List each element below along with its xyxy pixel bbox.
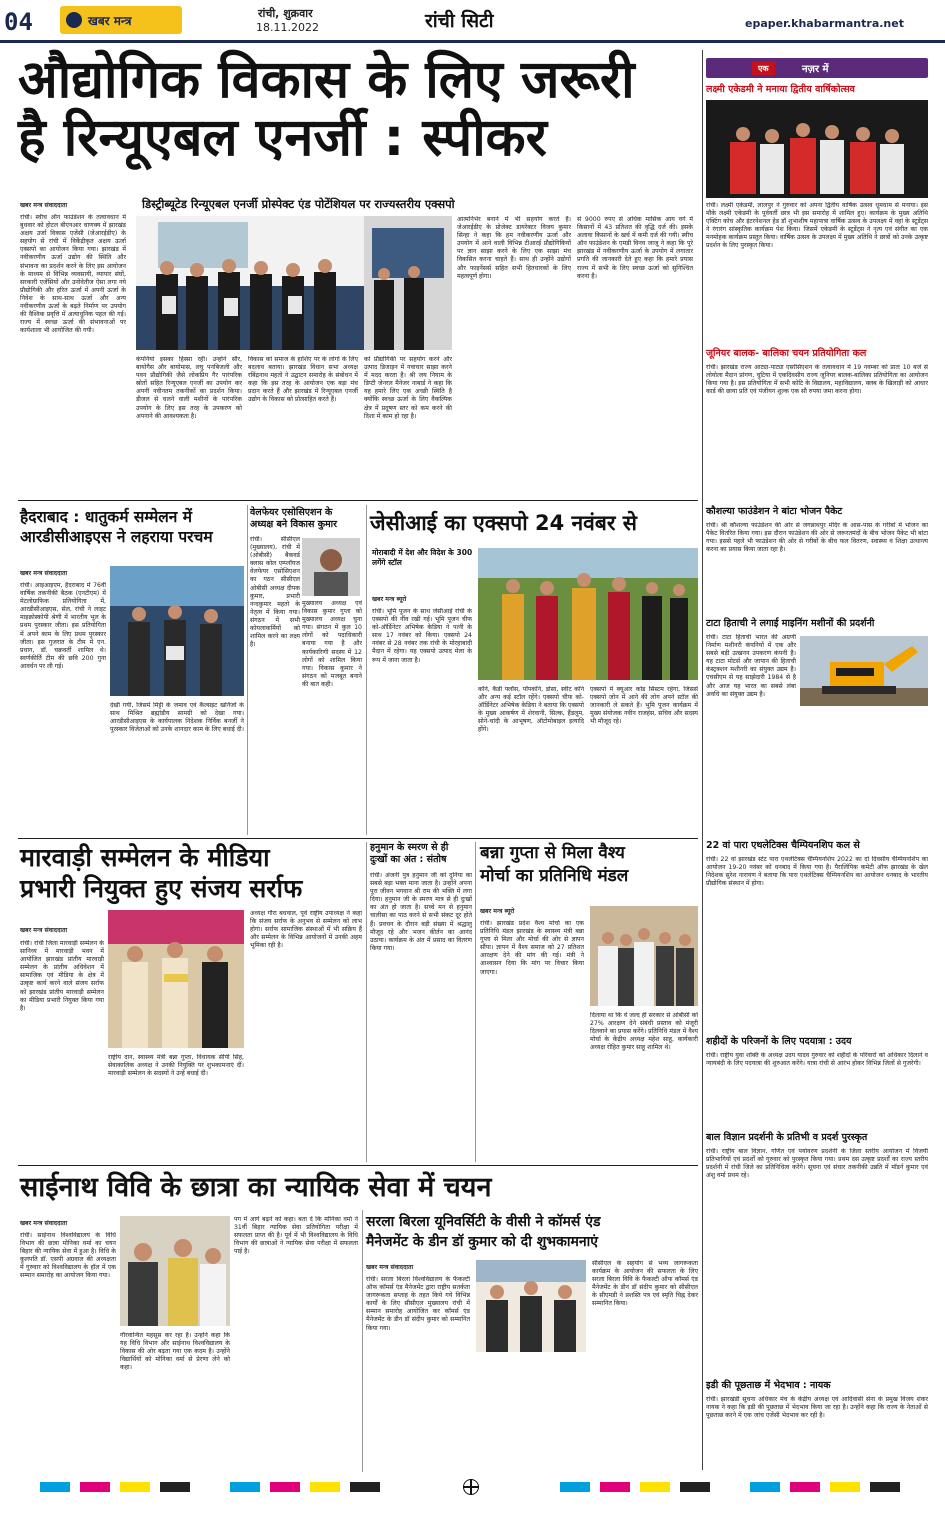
footer-print-strip [0, 1478, 945, 1496]
lead-headline-line2: है रिन्यूएबल एनर्जी : स्पीकर [18, 108, 547, 168]
nazar-story5-title: 22 वां पारा एथलेटिक्स चैम्पियनशिप कल से [706, 840, 860, 851]
dateline-date: 18.11.2022 [256, 21, 319, 34]
lead-col4: को प्रौद्योगिकी पर सहयोग करने और उत्पाद डिजाइन में नवाचार साझा करने में मदद करता है। श्री जय नियाम के डिप्टी जेनरल मैनेजर नाबार्ड ने कहा कि यह हमारे लिए एक अच्छी स्थिति है क्योंकि स्वच्छ ऊर्जा के लिए वैकल्पिक क्षेत्र में प्रदूषण स्तर को कम करने की दिशा में काम हो रहा है। [364, 356, 452, 420]
masthead [0, 0, 945, 44]
section-name: रांची सिटी [425, 10, 494, 32]
marwari-photo [108, 910, 244, 1048]
hyderabad-headline-line2: आरडीसीआइएस ने लहराया परचम [20, 528, 213, 546]
velfare-col2: मुख्यालय अध्यक्ष एवं विकास कुमार गुप्ता को मुख्यालय अध्यक्ष चुना गया। संगठन में कुल 10 लोगों को पदाधिकारी बनाया गया है और कार्यकारिणी सदस्य में 12 लोगों को शामिल किया गया। विकास कुमार ने संगठन को मजबूत बनाने की बात कही। [302, 600, 362, 688]
banna-headline-line2: मोर्चा का प्रतिनिधि मंडल [480, 866, 629, 886]
jcci-col1: रांची। भूमि पूजन के साथ जेसीआई रांची के एक्सपो की नींव रखी गई। भूमि पूजन चीफ को-ऑर्डिनेटर अभिषेक केडिया ने पत्नी के साथ 17 नवंबर को किया। एक्सपो 24 नवंबर से 28 नवंबर तक रांची के मोरहाबादी मैदान में रहेगा। यह एक्सपो उत्पाद मेला के रूप में जाना जाता है। [372, 608, 472, 664]
banna-byline: खबर मन्त्र ब्यूरो [480, 908, 515, 915]
hanuman-col1: रांची। अंजनी पुत्र हनुमान जी को दुनिया का सबसे बड़ा भक्त माना जाता है। उन्होंने अपना पूरा जीवन भगवान श्री राम की भक्ति में लगा दिया। हनुमान जी के स्मरण मात्र से ही दुःखों का अंत हो जाता है। सच्चे मन से हनुमान चालीसा का पाठ करने से सभी संकट दूर होते हैं। प्रवचन के दौरान बड़ी संख्या में श्रद्धालु मौजूद रहे और भजन कीर्तन का आनंद उठाया। कार्यक्रम के अंत में प्रसाद का वितरण किया गया। [370, 872, 472, 952]
sarla-photo [476, 1260, 586, 1352]
divider-right-column [702, 50, 703, 1470]
jcci-byline: खबर मन्त्र ब्यूरो [372, 596, 407, 603]
lead-col5: आत्मनिर्भर बनाने में भी सहयोग करते हैं। जेआरईडीए के प्रोजेक्ट डायरेक्टर विजय कुमार सिन्हा ने कहा कि हम नवीकरणीय ऊर्जा और उपयोग में आने वाली विभिन्न टीआरई प्रौद्योगिकियों पर ज्ञान साझा करने के लिए एक साझा मंच विकसित करना चाहते हैं। साथ ही उन्होंने उद्योगों और फाइनेंसर्स सहित सभी हितधारकों के लिए महत्वपूर्ण होगा। [457, 216, 571, 280]
lead-photo [136, 216, 364, 350]
portrait-photo [302, 538, 360, 596]
divider-v3 [366, 842, 367, 1162]
lead-col6: से 9000 रुपए से अधिक मासिक आय वर्ग में किसानों में 43 प्रतिशत की वृद्धि दर्ज की। इसके अलावा किसानों के खर्च में कमी दर्ज की गयी। स्वीच ऑन फाउंडेशन के एमडी विनय जाजू ने कहा कि पूरे झारखंड में नवीकरणीय ऊर्जा के उपयोग में लगातार प्रगति की जानकारी देते हुए कहा कि हमारे प्रयास राज्य में सभी के लिए स्वच्छ ऊर्जा को सुनिश्चित करना है। [577, 216, 693, 280]
marwari-byline: खबर मन्त्र संवाददाता [20, 927, 68, 934]
nazar-story4-photo [800, 636, 928, 706]
nazar-story3-title: कौशल्या फाउंडेशन ने बांटा भोजन पैकेट [706, 506, 843, 517]
nazar-tag1: एक [752, 62, 775, 75]
sarla-headline-line1: सरला बिरला यूनिवर्सिटी के वीसी ने कॉमर्स एंड [366, 1214, 601, 1230]
nazar-story5-text: रांची। 22 वां झारखंड स्टेट पारा एथलेटिक्स चैम्पियनशिप 2022 का दो दिवसीय चैम्पियनशिप का आयोजन 19-20 नवंबर को धनबाद में किया गया है। पैरालिंपिक कमेटी ऑफ झारखंड के खेल निदेशक सुरेश नारायण ने बताया कि पारा एथलेटिक्स चैम्पियनशिप का आयोजन धनबाद के भारतीय प्रौद्योगिक संस्थान में होगा। [706, 856, 928, 888]
hyderabad-headline-line1: हैदराबाद : धातुकर्म सम्मेलन में [20, 508, 193, 526]
expo-photo-right [364, 216, 452, 350]
velfare-col1: रांची। सीसीएल (मुख्यालय), रांची में (ओबीसी) बैकवर्ड क्लास कोल एम्प्लॉयज वेलफेयर एसोसिएशन का गठन सीसीएल ओबीसी अध्यक्ष दीपक कुमार, प्रभारी नन्दकुमार महतो के नेतृत्व में किया गया। संगठन में सभी कोयलाकर्मियों को शामिल करने का लक्ष्य है। [250, 536, 300, 649]
jcci-col3: एक्सपो में क्यूआर कोड सिस्टम रहेगा, जिससे एक्सपो जोन में आने की लोग अपने स्टॉल की जानकारी ले सकते हैं। भूमि पूजन कार्यक्रम में मुख्य संयोजक नवीन राजहंस, सचिव और सदस्य भी मौजूद रहे। [590, 686, 698, 726]
lead-byline: खबर मन्त्र संवाददाता [20, 202, 68, 209]
lead-col2: कंपनियां इसका हिस्सा रहीं। उन्होंने सौर, बायोगैस और बायोमास, लघु पनबिजली और पवन प्रौद्योगिकी जैसे लोकप्रिय गैर पारंपरिक स्रोतों सहित रिन्यूएबल एनर्जी का उपयोग कर अपनी नवीनतम तकनीकों का प्रदर्शन किया। डीजल से चलने वाली मशीनों के पारंपरिक उपयोग के लिए इस तरह के उपकरण को अपनाने की आवश्यकता है। [136, 356, 242, 420]
marwari-col2: राष्ट्रीय दान, स्वास्थ्य मंत्री बन्ना गुप्ता, विधायक सीपी सिंह, सेवाकालिक अध्यक्ष ने उनकी नियुक्ति पर शुभकामनाएं दीं। मारवाड़ी सम्मेलन के सदस्यों ने उन्हें बधाई दी। [108, 1054, 244, 1078]
divider-v5 [362, 1210, 363, 1472]
saibaba-byline: खबर मन्त्र संवाददाता [20, 1220, 68, 1227]
sarla-col1: रांची। सरला बिरला विश्वविद्यालय के फैकल्टी ऑफ कॉमर्स एंड मैनेजमेंट द्वारा राष्ट्रीय सतर्कता जागरूकता सप्ताह के तहत किये गये विभिन्न कार्यों के लिए सीसीएल मुख्यालय रांची में सम्मान समारोह आयोजित कर कॉमर्स एंड मैनेजमेंट के डीन डॉ संदीप कुमार को सम्मानित किया गया। [366, 1276, 470, 1332]
sarla-byline: खबर मन्त्र संवाददाता [366, 1264, 414, 1271]
velfare-headline [250, 507, 368, 531]
marwari-headline-line1: मारवाड़ी सम्मेलन के मीडिया [20, 843, 270, 872]
bhoomi-pujan-photo [478, 548, 698, 680]
nazar-story4-text: रांची। टाटा हिताची भारत की अग्रणी निर्माण मशीनरी कंपनियों में एक और सबसे बड़ी उत्खनन उपकरण कंपनी है। यह टाटा मोटर्स और जापान की हिताची कंस्ट्रक्शन मशीनरी का संयुक्त उद्यम है। एचसीएम से यह साझेदारी 1984 से है और आज यह भारत का सबसे लंबा अवधि का संयुक्त उद्यम है। [706, 634, 796, 698]
sarla-headline-line2: मैनेजमेंट के डीन डॉ कुमार को दी शुभकामनाएं [366, 1234, 598, 1250]
banna-headline [480, 842, 698, 888]
nazar-tag2: नज़र में [802, 64, 829, 75]
nazar-story8-title: इडी की पूछताछ में भेदभाव : नायक [706, 1380, 831, 1391]
nazar-story2-title: जूनियर बालक- बालिका चयन प्रतियोगिता कल [706, 348, 867, 359]
register-mark-icon [463, 1479, 479, 1495]
nazar-story6-title: शहीदों के परिजनों के लिए पदयात्रा : उदय [706, 1036, 852, 1047]
nazar-story6-text: रांची। राष्ट्रीय युवा शक्ति के अध्यक्ष उदय यादव गुरुवार को शहीदों के परिवारों को अधिकार दिलाने व न्यायबंदी के लिए पदयात्रा की शुरुआत करेंगे। यात्रा रांची से आरंभ होकर विभिन्न जिलों से गुजरेगी। [706, 1052, 928, 1068]
jcci-headline: जेसीआई का एक्सपो 24 नवंबर से [370, 511, 637, 535]
nazar-banner [706, 58, 928, 78]
divider-3 [18, 1165, 698, 1166]
hyderabad-byline: खबर मन्त्र संवाददाता [20, 570, 68, 577]
marwari-col1: रांची। रांची जिला मारवाड़ी सम्मेलन के सानिध्य में मारवाड़ी भवन में आयोजित झारखंड प्रांतीय मारवाड़ी सम्मेलन के प्रांतीय अधिवेशन में सामाजिक एवं मीडिया के क्षेत्र में उत्कृष्ट कार्य करने वाले संजय सर्राफ को झारखंड प्रांतीय मारवाड़ी सम्मेलन का मीडिया प्रभारी नियुक्त किया गया है। [20, 940, 104, 1012]
nazar-story1-photo [706, 100, 928, 198]
jcci-kicker: मोराबादी में देश और विदेश के 300 लगेंगे स्टॉल [372, 548, 473, 567]
student-photo [120, 1216, 230, 1326]
nazar-story7-text: रांची। राष्ट्रीय बाल विज्ञान, गणित एवं पर्यावरण प्रदर्शनी के जिला स्तरीय आयोजन में विजयी प्रतिभागियों एवं प्रदर्शों को गुरुवार को पुरस्कृत किया गया। प्रथम दस उत्कृष्ट प्रदर्शों का राज्य स्तरीय प्रदर्शनी में रांची जिले का प्रतिनिधित्व करेंगे। सूचना एवं संचार तकनीकी उन्नति में मॉडर्न कुमार एवं अंशु वर्मा प्रथम रहे। [706, 1148, 928, 1180]
brand-box [60, 6, 182, 34]
saibaba-photo [120, 1216, 230, 1326]
nazar-story2-text: रांची। झारखंड राज्य आट्या-पाट्या एसोसिएशन के तत्वावधान में 19 नवम्बर को प्रातः 10 बजे से लोयोला मैदान प्रांगण, चुटिया में एकदिवसीय राज्य जूनियर बालक-बालिका प्रतियोगिता का आयोजन किया गया है। इस प्रतियोगिता में सभी कोटि के विद्यालय, महाविद्यालय, क्लब के खिलाड़ी को आधार कार्ड की छाया प्रति एवं पंजीयन शुल्क एक सौ रुपया जमा करना होगा। [706, 364, 928, 396]
banna-col2: दिलाया था कि वे जल्द ही सरकार से ओबीसी को 27% आरक्षण देने संबंधी प्रस्ताव को मंजूरी दिलवाने का प्रयास करेंगे। प्रतिनिधि मंडल में वैश्य मोर्चा के केंद्रीय अध्यक्ष महेश साहू, कार्यकारी अध्यक्ष रोहित कुमार साहू शामिल थे। [590, 1012, 698, 1052]
sarla-col2: सीसीएल के सहयोग से भव्य जागरूकता कार्यक्रम के आयोजन की सफलता के लिए सरला बिरला विवि के फैकल्टी ऑफ कॉमर्स एंड मैनेजमेंट के डीन डॉ संदीप कुमार को सीसीएल के सीएमडी ने प्रशस्ति पत्र एवं स्मृति चिह्न देकर सम्मानित किया। [592, 1260, 698, 1308]
nazar-story4-text-cont [800, 710, 928, 834]
marwari-headline [20, 842, 365, 904]
velfare-photo [302, 538, 360, 596]
nazar-story1-text: रांची। लक्ष्मी एकेडमी, लालपुर ने गुरुवार को अपना द्वितीय वार्षिक उत्सव धूमधाम से मनाया। इस मौके लक्ष्मी एकेडमी के पूर्ववर्ती छात्र भी इस समारोह में शामिल हुए। कार्यक्रम के मुख्य अतिथि एक्टिंग कोच और इंटरनेशनल हेड डॉ शुभाशीष महापात्रा वार्षिक उत्सव के उपलक्ष्य में वहां के स्टूडेंट्स ने रंगारंग सांस्कृतिक कार्यक्रम पेश किया। जिसमें एकेडमी के स्टूडेंट्स ने नृत्य एवं संगीत का एक मनमोहक कार्यक्रम प्रस्तुत किया। वार्षिक उत्सव के उपलक्ष्य में मुख्य अतिथि ने छात्रों को उनके उत्कृष्ट प्रदर्शन के लिए पुरस्कृत किया। [706, 202, 928, 250]
divider-v2 [366, 505, 367, 835]
page-number: 04 [4, 8, 33, 36]
excavator-photo [800, 636, 928, 706]
divider-v4 [475, 842, 476, 1162]
lead-col3: विकास को समाज के हाशिए पर के लोगों के लिए बदलाव बताया। झारखंड विधान सभा अध्यक्ष रबिंद्रनाथ महतो ने उद्घाटन समारोह के संबोधन में कहा कि इस तरह के आयोजन एक बड़ा मंच प्रदान करते हैं और झारखंड में रिन्यूएबल एनर्जी उद्योग के विकास को प्रोत्साहित करते हैं। [248, 356, 358, 404]
felicitation-photo [108, 910, 244, 1048]
dance-performance-photo [706, 100, 928, 198]
velfare-headline-line2: अध्यक्ष बने विकास कुमार [250, 519, 338, 530]
divider-2 [18, 838, 698, 839]
marwari-col3: अध्यक्ष गौरा बधवाल, पूर्व राष्ट्रीय उपाध्यक्ष ने कहा कि संजय सर्राफ के अनुभव से सम्मेलन को लाभ होगा। सर्राफ सामाजिक संस्थाओं में भी सक्रिय हैं और सम्मेलन के विभिन्न आयोजनों में उनकी अहम भूमिका रही है। [250, 910, 362, 950]
divider-v1 [247, 505, 248, 835]
velfare-headline-line1: वेलफेयर एसोसिएशन के [250, 507, 333, 518]
lead-headline-line1: औद्योगिक विकास के लिए जरूरी [18, 50, 635, 110]
divider-1 [18, 500, 698, 501]
hyderabad-col2: देखी गयी, जिसमें मिट्टी के जमाव एवं कैल्सइट खनिजों के साथ मिश्रित ब्रह्मांडीय सामग्री को देखा गया। आरडीसीआइएस के कार्यपालक निदेशक निर्विक बनर्जी ने पुरस्कार विजेताओं को उनके शानदार काम के लिए बधाई दी। [110, 702, 244, 734]
epaper-url[interactable]: epaper.khabarmantra.net [745, 17, 904, 30]
marwari-headline-line2: प्रभारी नियुक्त हुए संजय सर्राफ [20, 874, 303, 903]
banna-photo [590, 906, 698, 1006]
nazar-story4-title: टाटा हिताची ने लगाई माइनिंग मशीनों की प्रदर्शनी [706, 618, 875, 629]
felicitation-ccl-photo [476, 1260, 586, 1352]
brand-name: खबर मन्त्र [88, 14, 132, 28]
saibaba-col3: पग में आगे बढ़ने को कहा। बता दें कि मोनिका वर्मा ने 31वीं बिहार न्यायिक सेवा प्रतियोगिता परीक्षा में सफलता प्राप्त की है। पूर्व में भी विश्वविद्यालय के विधि विभाग की छात्राओं ने न्यायिक सेवा परीक्षा में सफलता पाई है। [234, 1216, 358, 1256]
delegation-photo [590, 906, 698, 1006]
hyderabad-photo [110, 566, 244, 696]
hanuman-headline [370, 842, 476, 866]
award-photo [110, 566, 244, 696]
nazar-story3-text: रांची। श्री कौशल्या फाउंडेशन की ओर से जगन्नाथपुर मंदिर के आस-पास के गरीबों में भोजन का पैकेट वितरित किया गया। इस दौरान फाउंडेशन की ओर से जरूरतमंदों के बीच भोजन पैकेट भी बांटा गया। इससे पहले भी फाउंडेशन की ओर से गरीबों के बीच फल वितरण, स्वास्थ्य व शिक्षा उत्थान्त्य करना का प्रयास किया जाता रहा है। [706, 522, 928, 554]
jcci-photo [478, 548, 698, 680]
masthead-rule [0, 40, 945, 43]
lead-photo-2 [364, 216, 452, 350]
banna-headline-line1: बन्ना गुप्ता से मिला वैश्य [480, 843, 625, 863]
hanuman-headline-line1: हनुमान के स्मरण से ही [370, 842, 449, 853]
sarla-headline [366, 1212, 698, 1252]
expo-photo [136, 216, 364, 350]
hanuman-headline-line2: दुःखों का अंत : संतोष [370, 854, 447, 865]
hyderabad-headline [20, 507, 245, 547]
lead-subhead: डिस्ट्रीब्यूटेड रिन्यूएबल एनर्जी प्रोस्पेक्ट एंड पोटेंशियल पर राज्यस्तरीय एक्सपो [142, 197, 455, 211]
lead-headline [18, 52, 698, 168]
dateline-day: रांची, शुक्रवार [258, 7, 313, 20]
lead-col1: रांची। स्वीच ऑन फाउंडेशन के तत्वावधान में बुधवार को होटल बीएनआर चाणक्य में झारखंड अक्षय उर्जा विकास एजेंसी (जेआरईडीए) के सहयोग से रांची में विकेंद्रीकृत अक्षय ऊर्जा एक्सपो का आयोजन किया गया। झारखंड में नवीकरणीय ऊर्जा उद्योग की स्थिति और संभावना का प्रदर्शन करने के लिए इस आयोजन के माध्यम से विभिन्न व्यवसायी, व्यापार संघों, सरकारी एजेंसियों और उनोवेतीज ऐसा लगा नये प्रौद्योगिकी और हरित ऊर्जा में अपनी ऊर्जा के निवेश के साथ-साथ ऊर्जा और अन्य नवीकरणीय ऊर्जा के बढ़ते निर्माण पर उपयोग की वैश्विक प्रवृत्ति में अत्याधुनिक पहल की गई। राज्य में स्वच्छ ऊर्जा की संभावनाओं पर कार्यशाला भी आयोजित की गयी। [20, 214, 126, 335]
saibaba-col2: गौरवान्वित महसूस कर रहा है। उन्होंने कहा कि यह विधि विभाग और साईनाथ विश्वविद्यालय के विकास की ओर बढ़ता गया एक कदम है। उन्होंने विद्यार्थियों को मोनिका वर्मा से प्रेरणा लेने को कहा। [120, 1332, 230, 1372]
jcci-col2: कॉर्न, कैंडी फ्लॉस, पॉपकॉर्न, डोसा, स्वीट कॉर्न और अन्य कई स्टॉल रहेंगे। एक्सपो चीफ को-ऑर्डिनेटर अभिषेक केडिया ने बताया कि एक्सपो के मुख्य आकर्षण में शेरवानी, सिल्क, हैंडलूम, सोने-चांदी के आभूषण, ऑटोमोबाइल इत्यादि होंगे। [478, 686, 584, 734]
hyderabad-col1: रांची। आइआइएम, हैदराबाद में 76वीं वार्षिक तकनीकी बैठक (एनटीएम) में मेटलोग्राफिक प्रतियोगिता में, आरडीसीआइएस, सेल, रांची ने लाइट माइक्रोस्कोपी श्रेणी में भारतीय भूल के प्रथम पुरस्कार जीता। इस प्रतियोगिता में अपने काम के लिए प्रथम पुरस्कार जीता। इस गुजरात के टीम में एन. प्रधान, डॉ. चक्रवर्ती शामिल थे। स्वर्णकीर्ति टीम की छवि 200 गुना आवर्धन पर ली गई। [20, 582, 106, 670]
banna-col1: रांची। झारखंड प्रदेश वैश्य मोर्चा का एक प्रतिनिधि मंडल झारखंड के स्वास्थ्य मंत्री बन्ना गुप्ता से मिला और मोर्चा की ओर से ज्ञापन सौंपा। ज्ञापन में वैश्य समाज को 27 प्रतिशत आरक्षण देने की मांग की गई। मंत्री ने आश्वासन दिया कि मांग पर विचार किया जाएगा। [480, 920, 584, 976]
saibaba-headline: साईनाथ विवि के छात्रा का न्यायिक सेवा में चयन [20, 1172, 492, 1203]
saibaba-col1: रांची। साईनाथ विश्वविद्यालय के विधि विभाग की छात्रा मोनिका वर्मा का चयन बिहार की न्यायिक सेवा में हुआ है। विधि के कुलपति डॉ. एसपी अग्रवाल की अध्यक्षता में गुरुवार को विश्वविद्यालय के हॉल में एक सम्मान समारोह का आयोजन किया गया। [20, 1232, 116, 1280]
nazar-story7-title: बाल विज्ञान प्रदर्शनी के प्रतिभी व प्रदर्श पुरस्कृत [706, 1132, 868, 1143]
khabar-mantra-logo-icon [66, 12, 82, 28]
nazar-story8-text: रांची। झारखंडी सूचना अधिकार मंच के केंद्रीय अध्यक्ष एवं आदिवासी सेना के प्रमुख विजय शंकर नायक ने कहा कि इडी की पूछताछ में भेदभाव किया जा रहा है। उन्होंने कहा कि राज्य के नेताओं से पूछताछ करने में एक जांच एजेंसी भेदभाव कर रही है। [706, 1396, 928, 1420]
nazar-story1-title: लक्ष्मी एकेडमी ने मनाया द्वितीय वार्षिकोत्सव [706, 84, 855, 95]
